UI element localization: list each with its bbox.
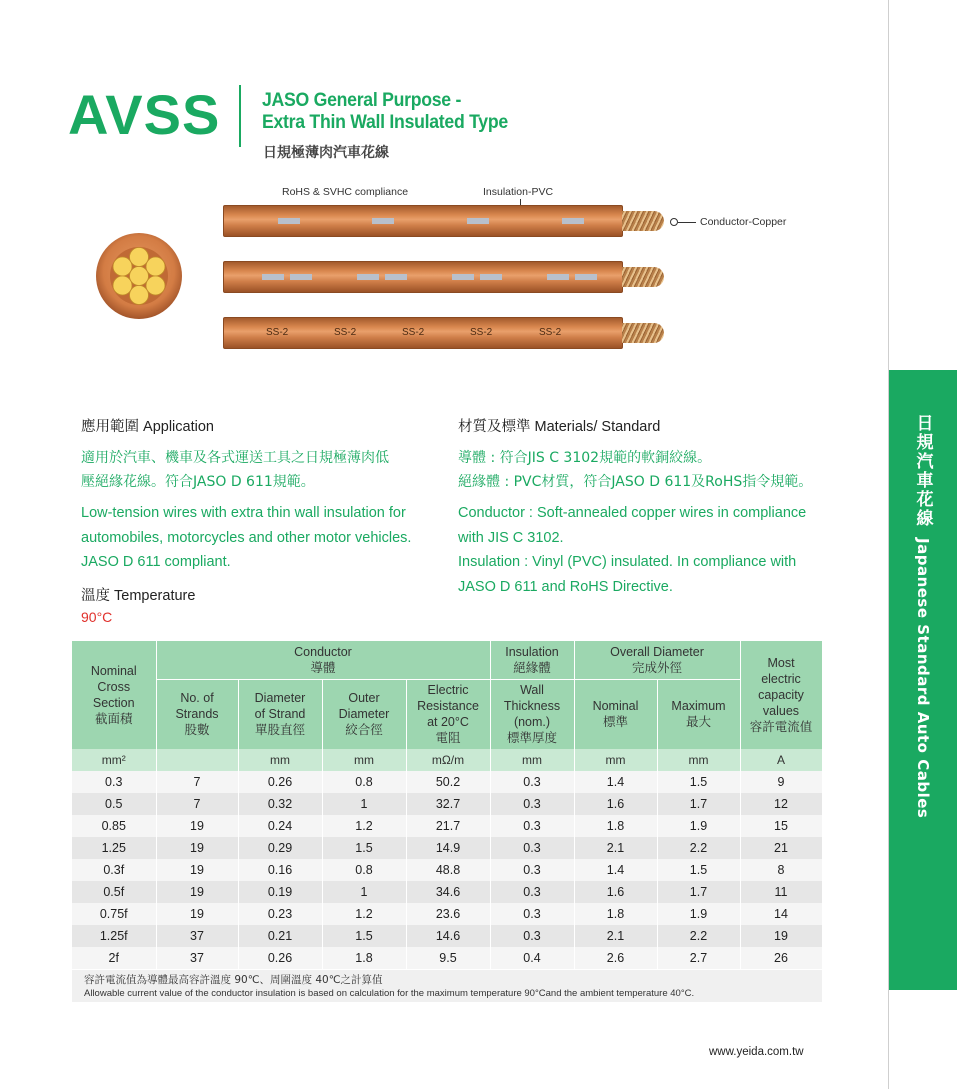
conductor-leader-line — [678, 222, 696, 223]
table-cell: 0.19 — [238, 881, 322, 903]
table-cell: 32.7 — [406, 793, 490, 815]
table-cell: 0.4 — [490, 947, 574, 969]
application-zh: 適用於汽車、機車及各式運送工具之日規極薄肉低 壓絕緣花線。符合JASO D 611規範。 — [81, 450, 389, 490]
table-cell: 1 — [322, 881, 406, 903]
table-cell: 1.5 — [657, 859, 740, 881]
footnote-zh: 容許電流值為導體最高容許溫度 90℃、周圍溫度 40℃之計算值 — [84, 974, 383, 986]
table-cell: 0.8 — [322, 771, 406, 793]
wire-marking: SS-2 — [470, 327, 493, 338]
table-cell: 1.7 — [657, 793, 740, 815]
table-cell: 0.3 — [490, 771, 574, 793]
group-conductor: Conductor 導體 — [156, 641, 490, 679]
table-cell: 1.6 — [574, 793, 657, 815]
wire-1-copper-tip — [622, 211, 664, 231]
table-cell: 0.3 — [490, 837, 574, 859]
table-cell: 0.23 — [238, 903, 322, 925]
wire-marking: SS-2 — [334, 327, 357, 338]
table-cell: 0.75f — [72, 903, 156, 925]
table-cell: 0.29 — [238, 837, 322, 859]
table-cell: 19 — [740, 925, 822, 947]
temperature-value: 90°C — [81, 609, 113, 625]
table-cell: 0.85 — [72, 815, 156, 837]
side-title-zh: 日規汽車花線 — [912, 414, 933, 528]
table-cell: 0.5 — [72, 793, 156, 815]
group-insulation: Insulation 絕緣體 — [490, 641, 574, 679]
materials-zh: 導體 : 符合JIS C 3102規範的軟銅絞線。 絕緣體 : PVC材質，符合JASO D 611及RoHS指令規範。 — [458, 450, 813, 490]
table-cell: 1.8 — [322, 947, 406, 969]
table-cell: 12 — [740, 793, 822, 815]
table-cell: 1.25 — [72, 837, 156, 859]
units-row: mm² mm mm mΩ/m mm mm mm A — [72, 749, 822, 771]
table-cell: 14 — [740, 903, 822, 925]
table-cell: 1.5 — [657, 771, 740, 793]
table-cell: 11 — [740, 881, 822, 903]
table-row — [72, 925, 822, 947]
table-cell: 1.4 — [574, 859, 657, 881]
table-cell: 1.9 — [657, 815, 740, 837]
table-cell: 9.5 — [406, 947, 490, 969]
table-cell: 2f — [72, 947, 156, 969]
table-cell: 7 — [156, 793, 238, 815]
wire-marking: SS-2 — [402, 327, 425, 338]
table-cell: 1.6 — [574, 881, 657, 903]
table-cell: 19 — [156, 837, 238, 859]
table-cell: 0.24 — [238, 815, 322, 837]
model-subtitle — [262, 90, 508, 134]
wire-2-copper-tip — [622, 267, 664, 287]
col-resistance: Electric Resistance at 20°C 電阻 — [406, 679, 490, 749]
table-cell: 48.8 — [406, 859, 490, 881]
label-rohs: RoHS & SVHC compliance — [282, 186, 409, 198]
col-outer-diameter: Outer Diameter 絞合徑 — [322, 679, 406, 749]
col-wall-thickness: Wall Thickness (nom.) 標準厚度 — [490, 679, 574, 749]
table-cell: 50.2 — [406, 771, 490, 793]
col-overall-maximum: Maximum 最大 — [657, 679, 740, 749]
label-conductor: Conductor-Copper — [700, 216, 787, 228]
table-row — [72, 881, 822, 903]
table-cell: 26 — [740, 947, 822, 969]
table-cell: 1.8 — [574, 815, 657, 837]
group-overall-diameter: Overall Diameter 完成外徑 — [574, 641, 740, 679]
table-cell: 34.6 — [406, 881, 490, 903]
table-cell: 0.26 — [238, 771, 322, 793]
table-cell: 1.25f — [72, 925, 156, 947]
materials-heading: 材質及標準 Materials/ Standard — [458, 419, 661, 435]
table-cell: 1.2 — [322, 903, 406, 925]
col-strand-diameter: Diameter of Strand 單股直徑 — [238, 679, 322, 749]
table-cell: 15 — [740, 815, 822, 837]
table-cell: 1 — [322, 793, 406, 815]
table-row — [72, 837, 822, 859]
wire-3-copper-tip — [622, 323, 664, 343]
table-cell: 0.3 — [490, 793, 574, 815]
table-cell: 0.3 — [490, 903, 574, 925]
table-footnote — [72, 970, 822, 1002]
table-row — [72, 947, 822, 969]
cable-cross-section-icon — [95, 232, 183, 320]
application-heading: 應用範圍 Application — [81, 419, 214, 435]
table-cell: 0.8 — [322, 859, 406, 881]
wire-2 — [223, 261, 623, 293]
table-cell: 1.8 — [574, 903, 657, 925]
col-overall-nominal: Nominal 標準 — [574, 679, 657, 749]
wire-marking: SS-2 — [266, 327, 289, 338]
table-row — [72, 815, 822, 837]
table-cell: 0.5f — [72, 881, 156, 903]
title-divider — [239, 85, 241, 147]
footnote-en: Allowable current value of the conductor insulation is based on calculation for the maximum temperature 90°Cand the ambient temperature 40°C. — [84, 988, 695, 999]
table-cell: 1.2 — [322, 815, 406, 837]
table-cell: 21 — [740, 837, 822, 859]
table-cell: 19 — [156, 903, 238, 925]
table-row — [72, 903, 822, 925]
table-cell: 1.9 — [657, 903, 740, 925]
side-tab-text — [889, 414, 957, 818]
table-cell: 23.6 — [406, 903, 490, 925]
table-cell: 0.32 — [238, 793, 322, 815]
table-cell: 14.6 — [406, 925, 490, 947]
table-cell: 2.2 — [657, 837, 740, 859]
table-row — [72, 859, 822, 881]
table-cell: 21.7 — [406, 815, 490, 837]
subtitle-zh: 日規極薄肉汽車花線 — [263, 145, 389, 161]
wire-marking: SS-2 — [539, 327, 562, 338]
temperature-heading: 溫度 Temperature — [81, 588, 196, 604]
label-insulation: Insulation-PVC — [483, 186, 554, 198]
table-cell: 37 — [156, 925, 238, 947]
table-cell: 1.5 — [322, 925, 406, 947]
table-cell: 0.3 — [490, 815, 574, 837]
table-cell: 2.6 — [574, 947, 657, 969]
table-cell: 8 — [740, 859, 822, 881]
table-cell: 1.7 — [657, 881, 740, 903]
side-tab — [889, 370, 957, 990]
table-cell: 2.1 — [574, 837, 657, 859]
table-cell: 19 — [156, 881, 238, 903]
table-row — [72, 771, 822, 793]
table-cell: 2.1 — [574, 925, 657, 947]
table-cell: 0.21 — [238, 925, 322, 947]
conductor-leader-dot — [670, 218, 678, 226]
subtitle-line-2: Extra Thin Wall Insulated Type — [262, 112, 508, 133]
table-cell: 1.5 — [322, 837, 406, 859]
website-url: www.yeida.com.tw — [709, 1046, 804, 1058]
table-cell: 19 — [156, 815, 238, 837]
table-cell: 2.2 — [657, 925, 740, 947]
side-title-en: Japanese Standard Auto Cables — [914, 538, 932, 819]
table-cell: 0.26 — [238, 947, 322, 969]
table-cell: 37 — [156, 947, 238, 969]
col-nominal-cross-section: Nominal Cross Section 截面積 — [72, 641, 156, 749]
table-cell: 19 — [156, 859, 238, 881]
table-cell: 0.3 — [72, 771, 156, 793]
table-cell: 1.4 — [574, 771, 657, 793]
subtitle-line-1: JASO General Purpose - — [262, 90, 462, 111]
table-cell: 14.9 — [406, 837, 490, 859]
wire-3 — [223, 317, 623, 349]
col-current-capacity: Most electric capacity values 容許電流值 — [740, 641, 822, 749]
model-title: AVSS — [68, 83, 221, 146]
application-en: Low-tension wires with extra thin wall insulation for automobiles, motorcycles and other motor vehicles. JASO D 611 compliant. — [81, 505, 412, 570]
table-cell: 0.16 — [238, 859, 322, 881]
table-cell: 0.3 — [490, 925, 574, 947]
table-cell: 0.3 — [490, 881, 574, 903]
table-row — [72, 793, 822, 815]
table-cell: 0.3 — [490, 859, 574, 881]
table-cell: 9 — [740, 771, 822, 793]
table-cell: 7 — [156, 771, 238, 793]
table-cell: 2.7 — [657, 947, 740, 969]
wire-1 — [223, 205, 623, 237]
table-cell: 0.3f — [72, 859, 156, 881]
col-strands: No. of Strands 股數 — [156, 679, 238, 749]
materials-en: Conductor : Soft-annealed copper wires in compliance with JIS C 3102. Insulation : Vinyl (PVC) insulated. In compliance with JASO D 611 and RoHS Directive. — [458, 505, 807, 595]
spec-table — [72, 641, 823, 969]
